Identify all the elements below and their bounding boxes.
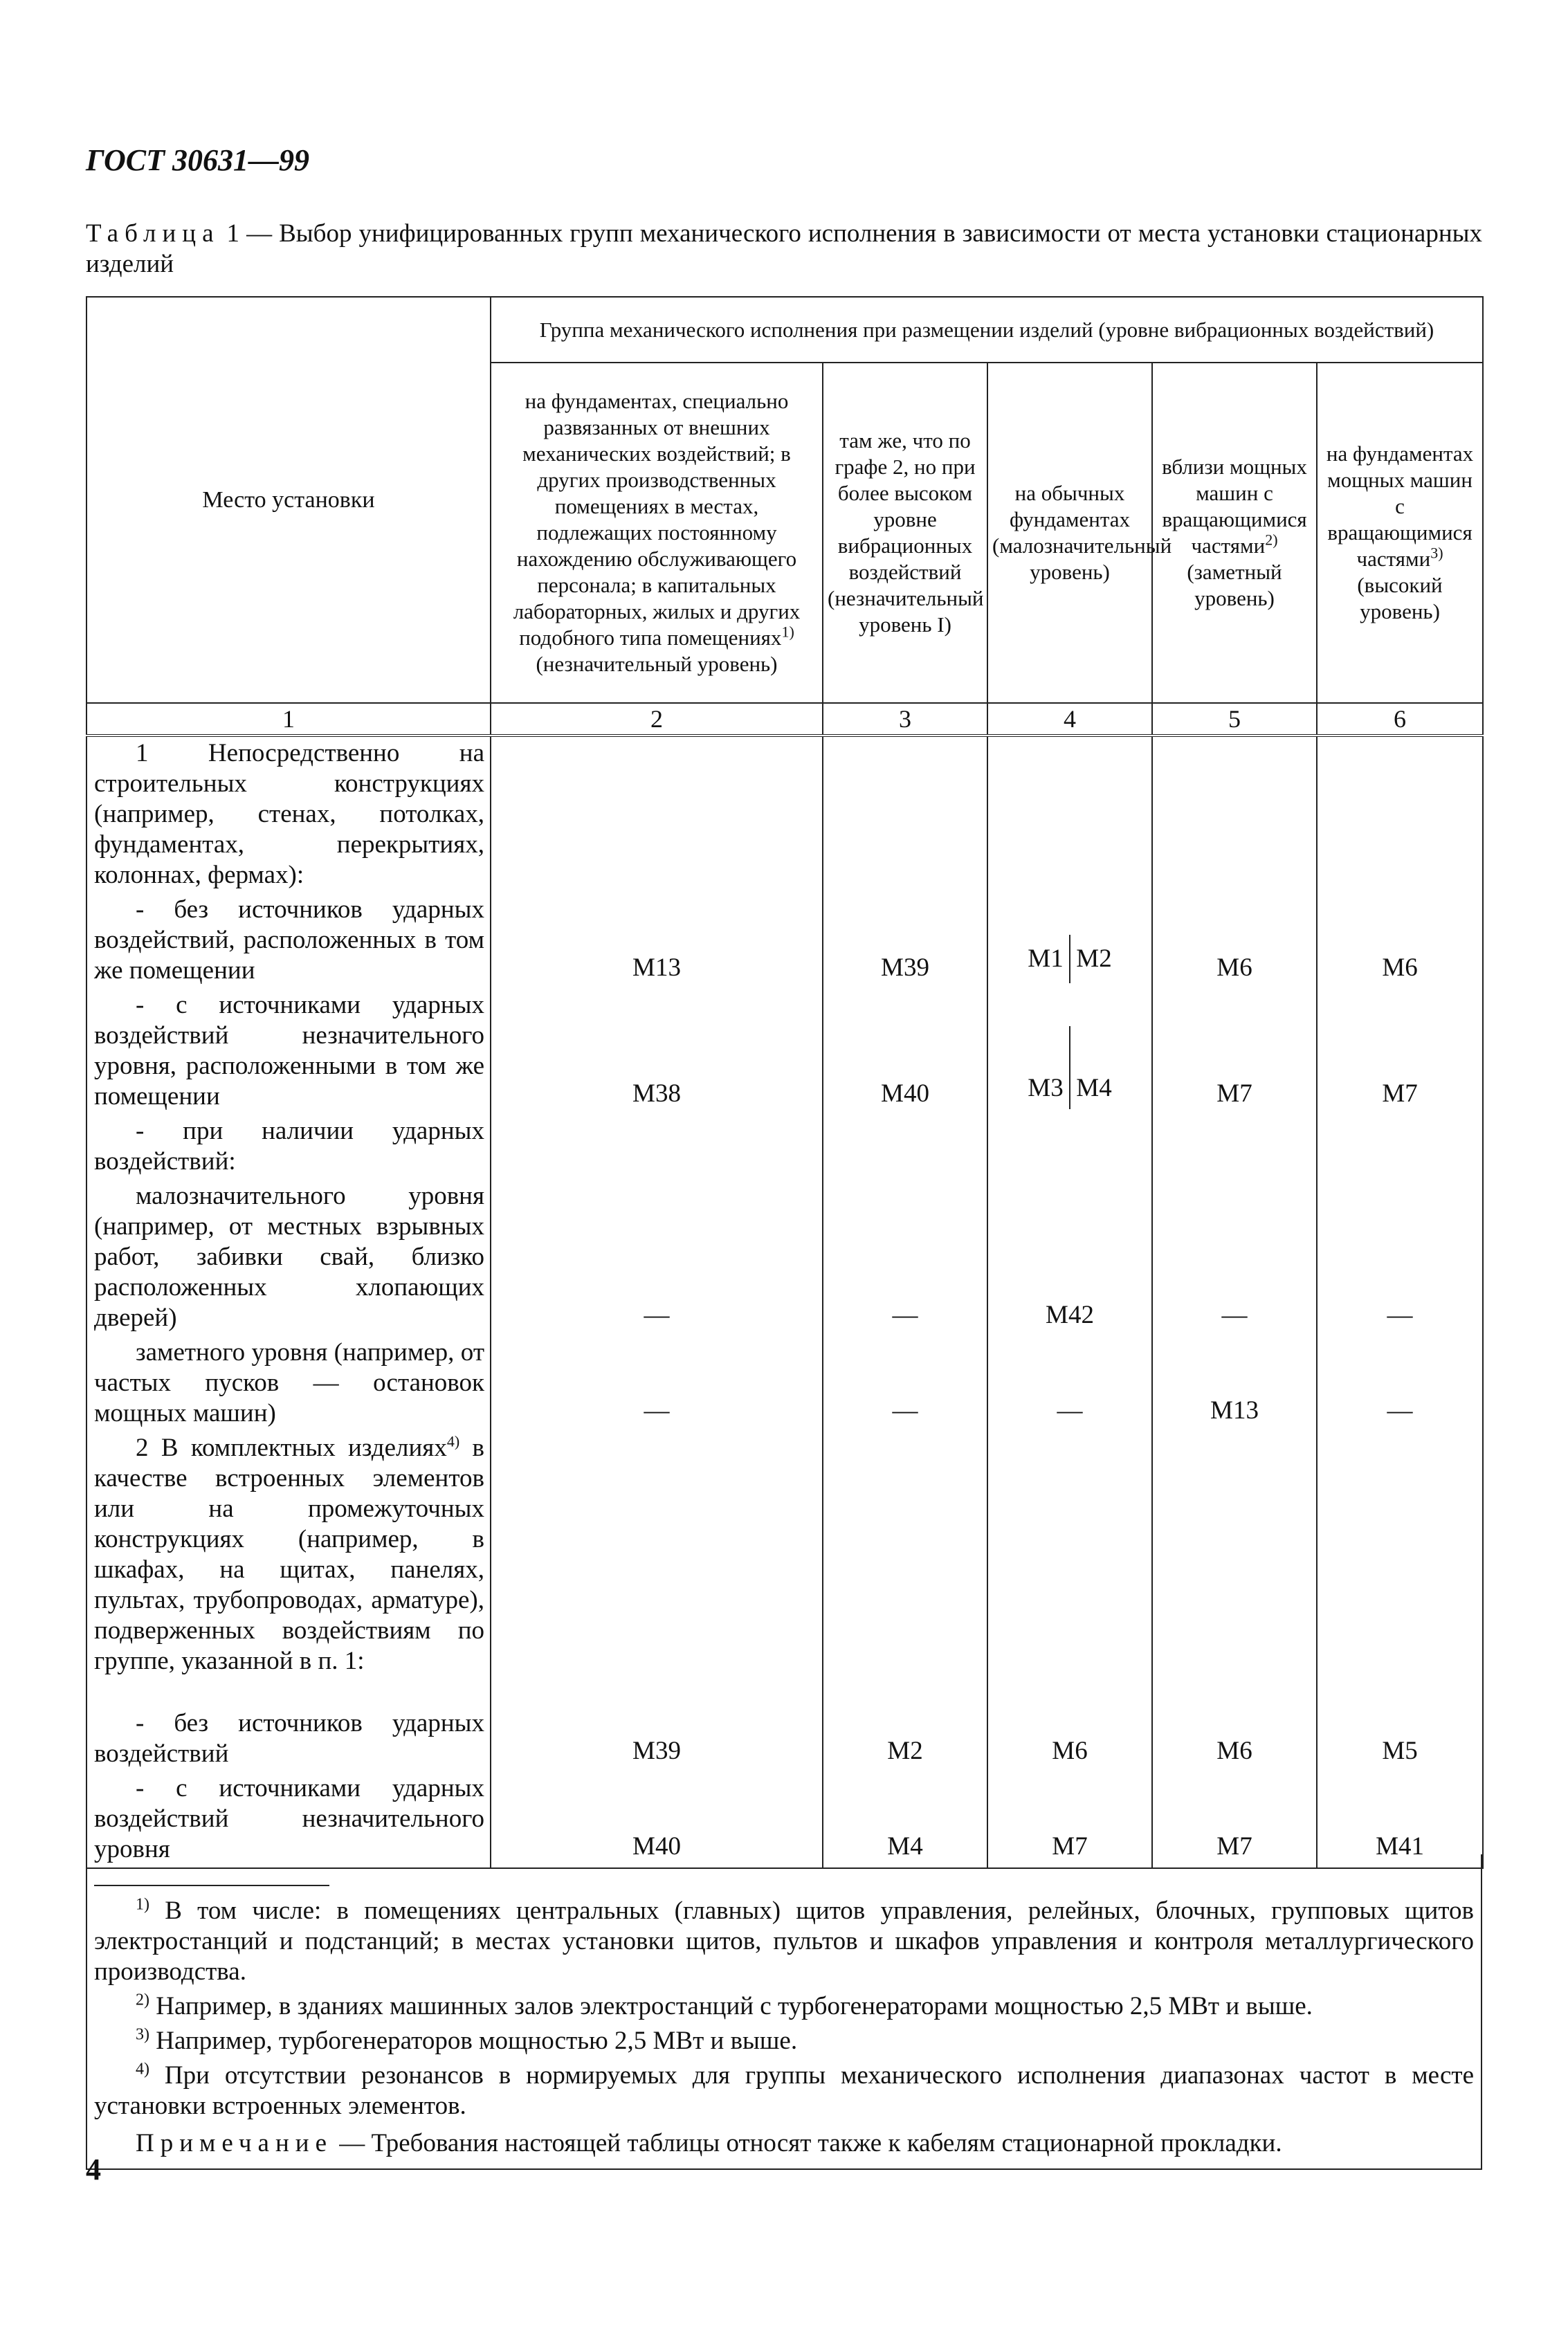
page-number: 4: [86, 2153, 101, 2186]
header-col-2: на фундаментах, специально развязанных от внешних механических воздействий; в других производственных помещениях в местах, подлежащих постоянному нахождению обслуживающего персонала; в капитальных лабораторных, жилых и других подобного типа помещениях$^{1)}$ (незначительный уровень): [491, 363, 823, 703]
group-value: М7: [1317, 989, 1483, 1115]
header-col-3: там же, что по графе 2, но при более высоком уровне вибрационных воздействий (незначительный уровень I): [823, 363, 987, 703]
footnote: $^{1)}$ В том числе: в помещениях центральных (главных) щитов управления, релейных, блочных, групповых щитов электростанций и подстанций; в местах установки щитов, пультов и шкафов управления и контроля металлургического производства.: [94, 1895, 1474, 1986]
table-row: [86, 989, 1483, 1115]
row-place: - при наличии ударных воздействий:: [86, 1115, 491, 1180]
row-place: малозначительного уровня (например, от местных взрывных работ, забивки свай, близко расположенных хлопающих дверей): [86, 1180, 491, 1336]
footnote-rule: [94, 1885, 329, 1886]
page-header: ГОСТ 30631—99: [86, 143, 309, 177]
group-value: М40: [823, 989, 987, 1115]
table-row: [86, 1707, 1483, 1772]
group-value: М38: [491, 989, 823, 1115]
group-value: М7: [1152, 989, 1317, 1115]
header-col-4: на обычных фундаментах (малозначительный уровень): [987, 363, 1152, 703]
group-value: —: [987, 1336, 1152, 1432]
row-place: 1 Непосредственно на строительных конструкциях (например, стенах, потолках, фундаментах, перекрытиях, колоннах, фермах):: [86, 736, 491, 893]
group-value: —: [491, 1336, 823, 1432]
group-value-split: М1 М2: [987, 893, 1152, 989]
caption-number: 1 —: [219, 219, 280, 248]
group-value: М42: [987, 1180, 1152, 1336]
col-number: 5: [1152, 703, 1317, 736]
table-row: [86, 893, 1483, 989]
table-row: [86, 1180, 1483, 1336]
col-number: 3: [823, 703, 987, 736]
group-value: М5: [1317, 1707, 1483, 1772]
col-number: 6: [1317, 703, 1483, 736]
col-number: 1: [86, 703, 491, 736]
group-value: М39: [491, 1707, 823, 1772]
table-row: [86, 1336, 1483, 1432]
table-caption: [86, 219, 1482, 280]
group-value: —: [1317, 1180, 1483, 1336]
col-number: 2: [491, 703, 823, 736]
group-value: М6: [1317, 893, 1483, 989]
footnotes-block: [86, 1854, 1482, 2170]
group-value-split: М3 М4: [987, 989, 1152, 1115]
group-value: —: [1317, 1336, 1483, 1432]
header-group: Группа механического исполнения при размещении изделий (уровне вибрационных воздействий): [491, 297, 1483, 363]
caption-label: Таблица: [86, 219, 220, 248]
group-value: М13: [1152, 1336, 1317, 1432]
table-row: [86, 1115, 1483, 1180]
group-value: М40: [491, 1772, 823, 1868]
row-place: - без источников ударных воздействий: [86, 1707, 491, 1772]
row-place: - с источниками ударных воздействий незначительного уровня: [86, 1772, 491, 1868]
group-value: М6: [987, 1707, 1152, 1772]
table-row: [86, 1432, 1483, 1707]
row-place: заметного уровня (например, от частых пусков — остановок мощных машин): [86, 1336, 491, 1432]
footnote: $^{3)}$ Например, турбогенераторов мощностью 2,5 МВт и выше.: [136, 2025, 798, 2055]
group-value: —: [823, 1180, 987, 1336]
table-note: Примечание — Требования настоящей таблицы относят также к кабелям стационарной прокладки.: [136, 2129, 1282, 2157]
header-place: Место установки: [86, 297, 491, 703]
table-row: [86, 736, 1483, 893]
col-number: 4: [987, 703, 1152, 736]
group-value: М7: [1152, 1772, 1317, 1868]
footnote: $^{2)}$ Например, в зданиях машинных залов электростанций с турбогенераторами мощностью 2,5 МВт и выше.: [136, 1991, 1313, 2020]
group-value: —: [1152, 1180, 1317, 1336]
row-place: - с источниками ударных воздействий незначительного уровня, расположенными в том же помещении: [86, 989, 491, 1115]
header-col-5: вблизи мощных машин с вращающимися частями$^{2)}$ (заметный уровень): [1152, 363, 1317, 703]
group-value: М4: [823, 1772, 987, 1868]
row-place: - без источников ударных воздействий, расположенных в том же помещении: [86, 893, 491, 989]
group-value: —: [823, 1336, 987, 1432]
footnote: $^{4)}$ При отсутствии резонансов в нормируемых для группы механического исполнения диапазонах частот в месте установки встроенных элементов.: [94, 2060, 1474, 2120]
column-numbers-row: [86, 703, 1483, 736]
group-value: М39: [823, 893, 987, 989]
group-value: М41: [1317, 1772, 1483, 1868]
caption-text: Выбор унифицированных групп механического исполнения в зависимости от места установки стационарных изделий: [86, 219, 1482, 278]
row-place: 2 В комплектных изделиях$^{4)}$ в качестве встроенных элементов или на промежуточных конструкциях (например, в шкафах, на щитах, панелях, пультах, трубопроводах, арматуре), подверженных воздействиям по группе, указанной в п. 1:: [86, 1432, 491, 1707]
mounting-groups-table: [86, 296, 1484, 1869]
header-col-6: на фундаментах мощных машин с вращающимися частями$^{3)}$ (высокий уровень): [1317, 363, 1483, 703]
group-value: —: [491, 1180, 823, 1336]
group-value: М6: [1152, 1707, 1317, 1772]
group-value: М2: [823, 1707, 987, 1772]
group-value: М13: [491, 893, 823, 989]
group-value: М7: [987, 1772, 1152, 1868]
group-value: М6: [1152, 893, 1317, 989]
